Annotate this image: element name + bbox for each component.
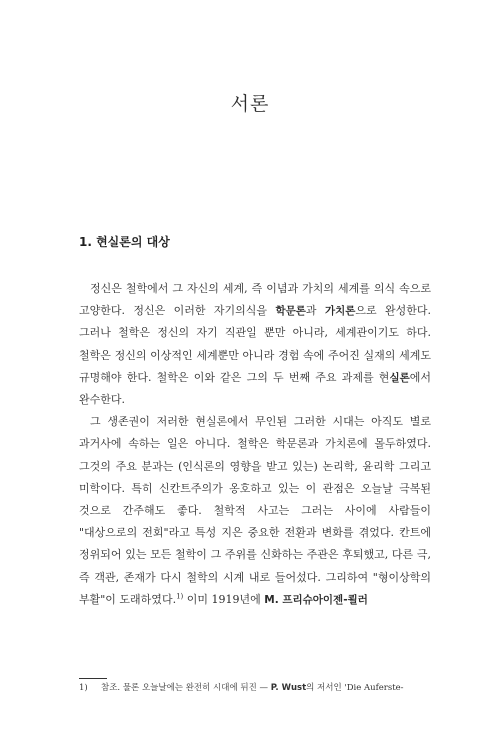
text-run: 그 생존권이 저러한 현실론에서 무인된 그러한 시대는 아직도 별로 과거사에 속하는 일은 아니다. 철학은 학문론과 가치론에 몰두하였다. 그것의 주요 분과는 (인식론의 영향을 받고 있는) 논리학, 윤리학 그리고 미학이다. 특히 신칸트주의가 옹호하고 있는 이 관점은 오늘날 극복된 것으로 간주해도 좋다. 철학적 사고는 그러는 사이에 사람들이 "대상으로의 전회"라고 특성 지은 중요한 전환과 변화를 겪었다. 칸트에 정위되어 있는 모든 철학이 그 주위를 신화하는 주관은 후퇴했고, 다른 극, 즉 객관, 존재가 다시 철학의 시계 내로 들어섰다. 그리하여 "형이상학의 부활"이 도래하였다. bbox=[79, 415, 431, 606]
body-text bbox=[79, 278, 431, 611]
chapter-title: 서론 bbox=[230, 93, 270, 115]
section-heading: 1. 현실론의 대상 bbox=[79, 235, 170, 249]
bold-term-epistemology: 학문론 bbox=[275, 305, 306, 318]
bold-term-axiology: 가치론 bbox=[324, 305, 356, 318]
bold-author-name: M. 프리슈아이젠-쾰러 bbox=[264, 593, 368, 606]
footnote bbox=[79, 682, 435, 695]
footnote-divider bbox=[79, 678, 107, 679]
text-run: 에서 완수한다. bbox=[79, 370, 431, 407]
paragraph-2 bbox=[79, 411, 431, 611]
footnote-number: 1) bbox=[79, 683, 88, 693]
footnote-reference: 1) bbox=[176, 592, 184, 601]
footnote-text: 참조. 물론 오늘날에는 완전히 시대에 뒤진 — bbox=[101, 683, 271, 693]
text-run: 으로 완성한다. 그러나 철학은 정신의 자기 직관일 뿐만 아니라, 세계관이기도 하다. 철학은 정신의 이상적인 세계뿐만 아니라 경험 속에 주어진 실재의 세계도 규명해야 한다. 철학은 이와 같은 그의 두 번째 주요 과제를 현 bbox=[79, 304, 432, 384]
footnote-text: 의 저서인 'Die Auferste- bbox=[306, 683, 404, 693]
text-run: 과 bbox=[305, 304, 325, 318]
text-run: 정신은 철학에서 그 자신의 세계, 즉 이념과 가치의 세계를 의식 속으로 고양한다. 정신은 이러한 자기의식을 bbox=[79, 282, 431, 318]
paragraph-1 bbox=[79, 278, 431, 411]
footnote-author: P. Wust bbox=[270, 683, 307, 693]
bold-term-realism: 실론 bbox=[389, 371, 410, 384]
text-run: 이미 1919년에 bbox=[183, 592, 265, 606]
